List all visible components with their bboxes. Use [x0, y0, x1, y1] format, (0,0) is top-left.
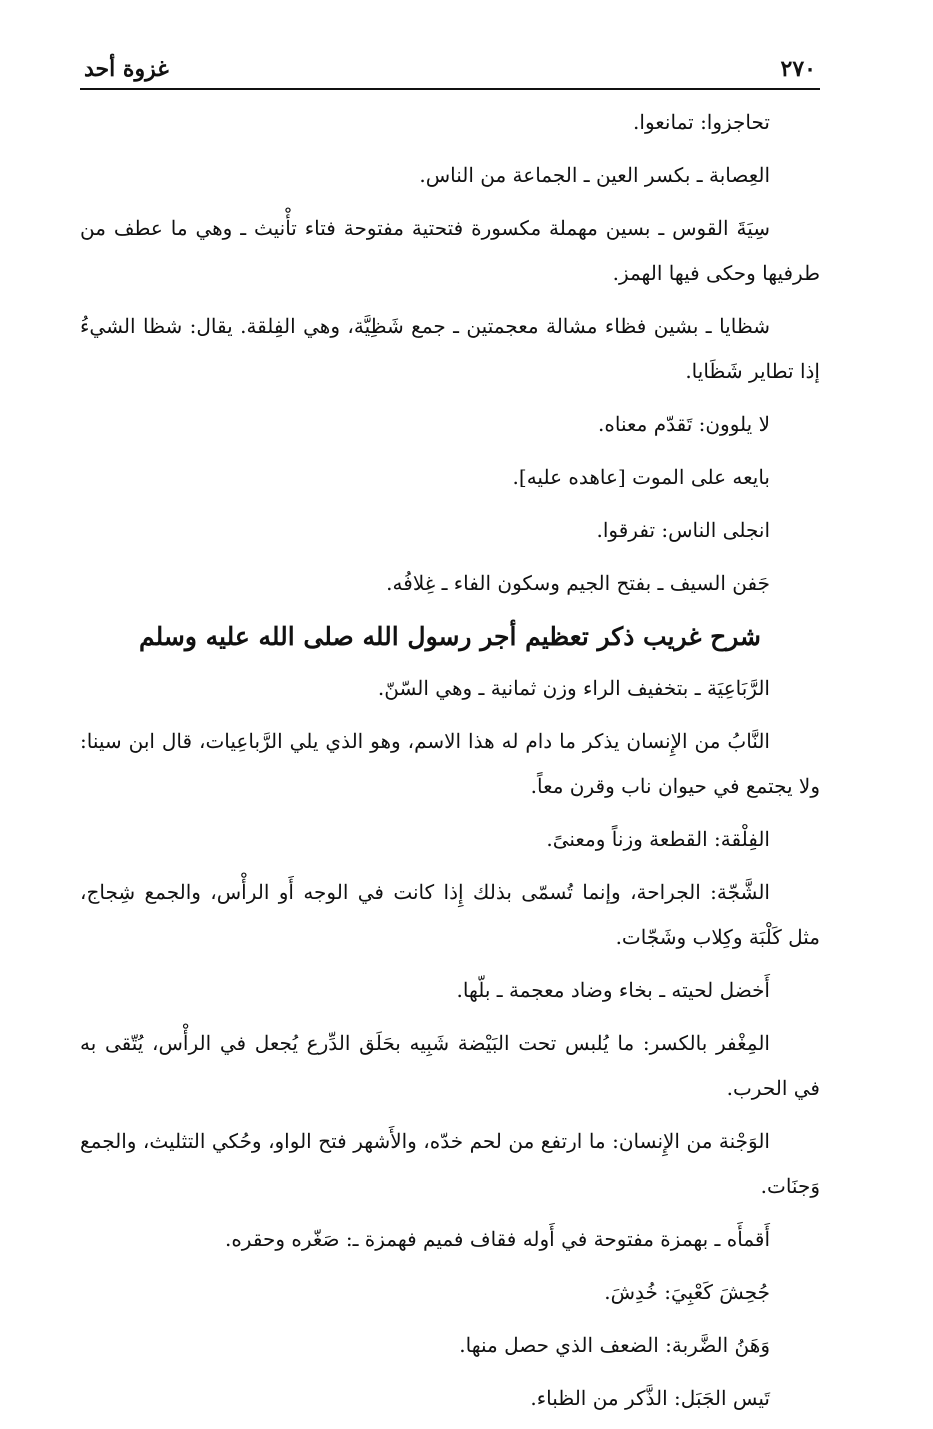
glossary-entry: لا يلوون: تَقدّم معناه.	[598, 412, 770, 436]
page	[80, 50, 820, 1429]
glossary-entry: الرَّبَاعِيَة ـ بتخفيف الراء وزن ثمانية ـ وهي السّنّ.	[377, 676, 770, 700]
glossary-entry: تحاجزوا: تمانعوا.	[633, 110, 770, 134]
glossary-entry: العِصابة ـ بكسر العين ـ الجماعة من الناس.	[419, 163, 770, 187]
running-title: غزوة أحد	[84, 56, 169, 82]
glossary-entry: شظايا ـ بشين فظاء مشالة معجمتين ـ جمع شَظِيَّة، وهي الفِلقة. يقال: شظا الشيءُ إذا تطاير شَظَايا.	[80, 314, 820, 383]
glossary-entry: المِغْفر بالكسر: ما يُلبس تحت البَيْضة شَبِيه بحَلَق الدِّرع يُجعل في الرأْس، يُتّقى به في الحرب.	[80, 1031, 820, 1100]
glossary-entry: أَخضل لحيته ـ بخاء وضاد معجمة ـ بلّها.	[456, 978, 770, 1002]
page-number: ٢٧٠	[780, 56, 816, 82]
section-heading: شرح غريب ذكر تعظيم أجر رسول الله صلى الله عليه وسلم	[138, 622, 762, 651]
glossary-entry: انجلى الناس: تفرقوا.	[596, 518, 770, 542]
glossary-entry: سِيَةَ القوس ـ بسين مهملة مكسورة فتحتية مفتوحة فتاء تأْنيث ـ وهي ما عطف من طرفيها وحكى فيها الهمز.	[80, 216, 820, 285]
glossary-entry: جُحِشَ كَعْبِيَ: خُدِشَ.	[604, 1280, 770, 1304]
glossary-entry: وَهَنُ الضَّربة: الضعف الذي حصل منها.	[459, 1333, 770, 1357]
glossary-entry: جَفن السيف ـ بفتح الجيم وسكون الفاء ـ غِلافُه.	[386, 571, 770, 595]
glossary-entry: الفِلْقة: القطعة وزناً ومعنىً.	[546, 827, 770, 851]
running-head	[80, 50, 820, 88]
glossary-entry: الوَجْنة من الإِنسان: ما ارتفع من لحم خدّه، والأَشهر فتح الواو، وحُكي التثليث، والجمع وَجنَات.	[80, 1129, 820, 1198]
header-rule	[80, 88, 820, 90]
body-text	[80, 100, 820, 1421]
glossary-entry: أَقمأَه ـ بهمزة مفتوحة في أَوله فقاف فميم فهمزة ـ: صَغّره وحقره.	[224, 1227, 770, 1251]
glossary-entry: الشَّجّة: الجراحة، وإنما تُسمّى بذلك إِذا كانت في الوجه أَو الرأْس، والجمع شِجاج، مثل كَلْبَة وكِلاب وشَجّات.	[80, 880, 820, 949]
glossary-entry: تَيس الجَبَل: الذَّكر من الظباء.	[530, 1386, 770, 1410]
glossary-entry: بايعه على الموت [عاهده عليه].	[512, 465, 770, 489]
glossary-entry: النَّابُ من الإِنسان يذكر ما دام له هذا الاسم، وهو الذي يلي الرَّباعِيات، قال ابن سينا: ولا يجتمع في حيوان ناب وقرن معاً.	[80, 729, 820, 798]
